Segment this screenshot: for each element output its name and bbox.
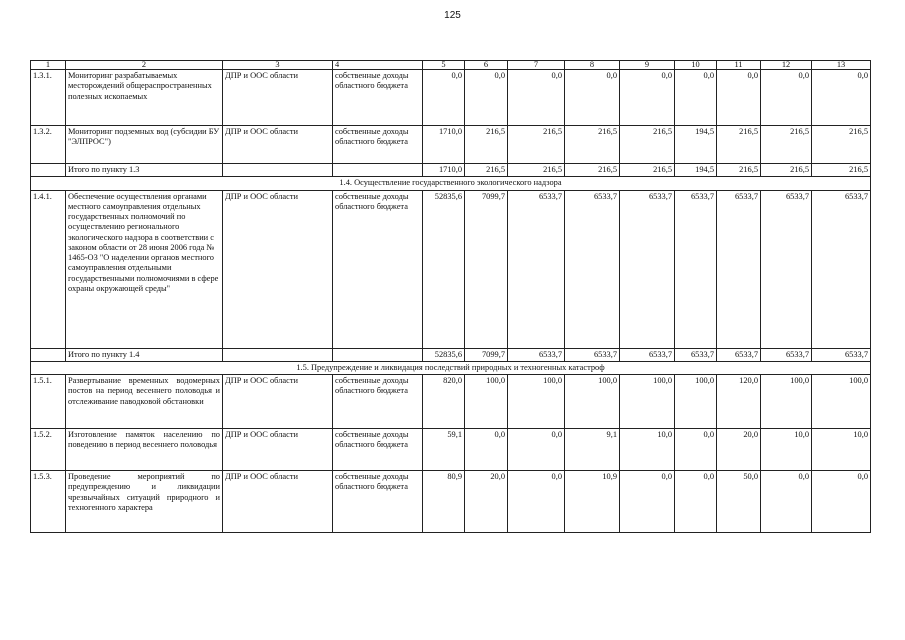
- column-number: 8: [565, 61, 620, 70]
- amount-cell: 10,0: [812, 429, 871, 471]
- amount-cell: 0,0: [812, 70, 871, 126]
- amount-cell: 0,0: [675, 429, 717, 471]
- amount-cell: 80,9: [423, 471, 465, 533]
- amount-cell: 59,1: [423, 429, 465, 471]
- table-row: [31, 190, 871, 348]
- column-number: 7: [508, 61, 565, 70]
- amount-cell: 10,9: [565, 471, 620, 533]
- amount-cell: 216,5: [812, 126, 871, 164]
- item-executor: ДПР и ООС области: [223, 190, 333, 348]
- item-name: Изготовление памяток населению по поведению в период весеннего половодья: [66, 429, 223, 471]
- empty-cell: [223, 348, 333, 361]
- item-code: 1.5.3.: [31, 471, 66, 533]
- item-funding-source: собственные доходы областного бюджета: [333, 190, 423, 348]
- table-row: [31, 70, 871, 126]
- amount-cell: 6533,7: [812, 190, 871, 348]
- item-executor: ДПР и ООС области: [223, 429, 333, 471]
- amount-cell: 120,0: [717, 375, 761, 429]
- amount-cell: 216,5: [465, 126, 508, 164]
- item-code: 1.4.1.: [31, 190, 66, 348]
- amount-cell: 0,0: [465, 70, 508, 126]
- amount-cell: 6533,7: [620, 190, 675, 348]
- item-funding-source: собственные доходы областного бюджета: [333, 126, 423, 164]
- amount-cell: 0,0: [620, 70, 675, 126]
- amount-cell: 52835,6: [423, 190, 465, 348]
- column-number-row: [31, 61, 871, 70]
- total-row: [31, 164, 871, 177]
- amount-cell: 194,5: [675, 126, 717, 164]
- amount-cell: 0,0: [508, 471, 565, 533]
- amount-cell: 0,0: [761, 70, 812, 126]
- amount-cell: 6533,7: [812, 348, 871, 361]
- amount-cell: 6533,7: [565, 348, 620, 361]
- amount-cell: 216,5: [620, 164, 675, 177]
- amount-cell: 6533,7: [675, 348, 717, 361]
- table-row: [31, 429, 871, 471]
- empty-cell: [333, 164, 423, 177]
- item-name: Мониторинг разрабатываемых месторождений общераспространенных полезных ископаемых: [66, 70, 223, 126]
- amount-cell: 820,0: [423, 375, 465, 429]
- item-code: 1.3.1.: [31, 70, 66, 126]
- item-code: 1.5.2.: [31, 429, 66, 471]
- amount-cell: 1710,0: [423, 126, 465, 164]
- amount-cell: 216,5: [508, 164, 565, 177]
- table-row: [31, 375, 871, 429]
- amount-cell: 0,0: [465, 429, 508, 471]
- amount-cell: 6533,7: [761, 348, 812, 361]
- amount-cell: 10,0: [761, 429, 812, 471]
- amount-cell: 10,0: [620, 429, 675, 471]
- empty-cell: [223, 164, 333, 177]
- amount-cell: 100,0: [675, 375, 717, 429]
- amount-cell: 0,0: [717, 70, 761, 126]
- amount-cell: 6533,7: [675, 190, 717, 348]
- amount-cell: 7099,7: [465, 190, 508, 348]
- amount-cell: 100,0: [620, 375, 675, 429]
- column-number: 4: [333, 61, 423, 70]
- amount-cell: 216,5: [508, 126, 565, 164]
- amount-cell: 6533,7: [717, 190, 761, 348]
- amount-cell: 20,0: [717, 429, 761, 471]
- amount-cell: 0,0: [620, 471, 675, 533]
- section-title: 1.5. Предупреждение и ликвидация последствий природных и техногенных катастроф: [31, 361, 871, 374]
- item-funding-source: собственные доходы областного бюджета: [333, 375, 423, 429]
- item-funding-source: собственные доходы областного бюджета: [333, 471, 423, 533]
- amount-cell: 0,0: [565, 70, 620, 126]
- item-name: Развертывание временных водомерных постов на период весеннего половодья и отслеживание паводковой обстановки: [66, 375, 223, 429]
- column-number: 13: [812, 61, 871, 70]
- amount-cell: 100,0: [465, 375, 508, 429]
- item-name: Мониторинг подземных вод (субсидии БУ "ЭЛПРОС"): [66, 126, 223, 164]
- amount-cell: 216,5: [761, 126, 812, 164]
- item-name: Обеспечение осуществления органами местного самоуправления отдельных государственных полномочий по осуществлению регионального экологического надзора в соответствии с законом области от 28 июня 2006 года № 1465-ОЗ "О наделении органов местного самоуправления отдельными государственными полномочиями в сфере охраны окружающей среды": [66, 190, 223, 348]
- amount-cell: 6533,7: [717, 348, 761, 361]
- column-number: 6: [465, 61, 508, 70]
- column-number: 1: [31, 61, 66, 70]
- amount-cell: 100,0: [761, 375, 812, 429]
- amount-cell: 216,5: [565, 164, 620, 177]
- amount-cell: 9,1: [565, 429, 620, 471]
- item-funding-source: собственные доходы областного бюджета: [333, 70, 423, 126]
- column-number: 3: [223, 61, 333, 70]
- table-row: [31, 126, 871, 164]
- item-executor: ДПР и ООС области: [223, 471, 333, 533]
- empty-cell: [31, 348, 66, 361]
- amount-cell: 216,5: [620, 126, 675, 164]
- amount-cell: 216,5: [465, 164, 508, 177]
- empty-cell: [333, 348, 423, 361]
- amount-cell: 6533,7: [508, 190, 565, 348]
- budget-table: [30, 60, 871, 533]
- amount-cell: 1710,0: [423, 164, 465, 177]
- amount-cell: 216,5: [761, 164, 812, 177]
- amount-cell: 100,0: [508, 375, 565, 429]
- page-number: 125: [444, 10, 461, 21]
- amount-cell: 194,5: [675, 164, 717, 177]
- total-label: Итого по пункту 1.4: [66, 348, 223, 361]
- amount-cell: 6533,7: [508, 348, 565, 361]
- table-row: [31, 471, 871, 533]
- amount-cell: 50,0: [717, 471, 761, 533]
- amount-cell: 7099,7: [465, 348, 508, 361]
- amount-cell: 216,5: [717, 164, 761, 177]
- column-number: 10: [675, 61, 717, 70]
- amount-cell: 52835,6: [423, 348, 465, 361]
- amount-cell: 100,0: [565, 375, 620, 429]
- item-code: 1.3.2.: [31, 126, 66, 164]
- amount-cell: 216,5: [717, 126, 761, 164]
- amount-cell: 100,0: [812, 375, 871, 429]
- item-executor: ДПР и ООС области: [223, 126, 333, 164]
- amount-cell: 0,0: [675, 70, 717, 126]
- column-number: 9: [620, 61, 675, 70]
- amount-cell: 0,0: [508, 429, 565, 471]
- amount-cell: 6533,7: [565, 190, 620, 348]
- section-header-row: [31, 361, 871, 374]
- amount-cell: 216,5: [565, 126, 620, 164]
- amount-cell: 20,0: [465, 471, 508, 533]
- column-number: 5: [423, 61, 465, 70]
- total-label: Итого по пункту 1.3: [66, 164, 223, 177]
- amount-cell: 0,0: [423, 70, 465, 126]
- section-title: 1.4. Осуществление государственного экологического надзора: [31, 177, 871, 190]
- column-number: 2: [66, 61, 223, 70]
- item-code: 1.5.1.: [31, 375, 66, 429]
- total-row: [31, 348, 871, 361]
- amount-cell: 0,0: [812, 471, 871, 533]
- item-funding-source: собственные доходы областного бюджета: [333, 429, 423, 471]
- empty-cell: [31, 164, 66, 177]
- column-number: 11: [717, 61, 761, 70]
- amount-cell: 6533,7: [761, 190, 812, 348]
- column-number: 12: [761, 61, 812, 70]
- amount-cell: 216,5: [812, 164, 871, 177]
- amount-cell: 0,0: [675, 471, 717, 533]
- amount-cell: 0,0: [761, 471, 812, 533]
- item-name: Проведение мероприятий по предупреждению и ликвидации чрезвычайных ситуаций природного и техногенного характера: [66, 471, 223, 533]
- item-executor: ДПР и ООС области: [223, 70, 333, 126]
- section-header-row: [31, 177, 871, 190]
- amount-cell: 0,0: [508, 70, 565, 126]
- amount-cell: 6533,7: [620, 348, 675, 361]
- item-executor: ДПР и ООС области: [223, 375, 333, 429]
